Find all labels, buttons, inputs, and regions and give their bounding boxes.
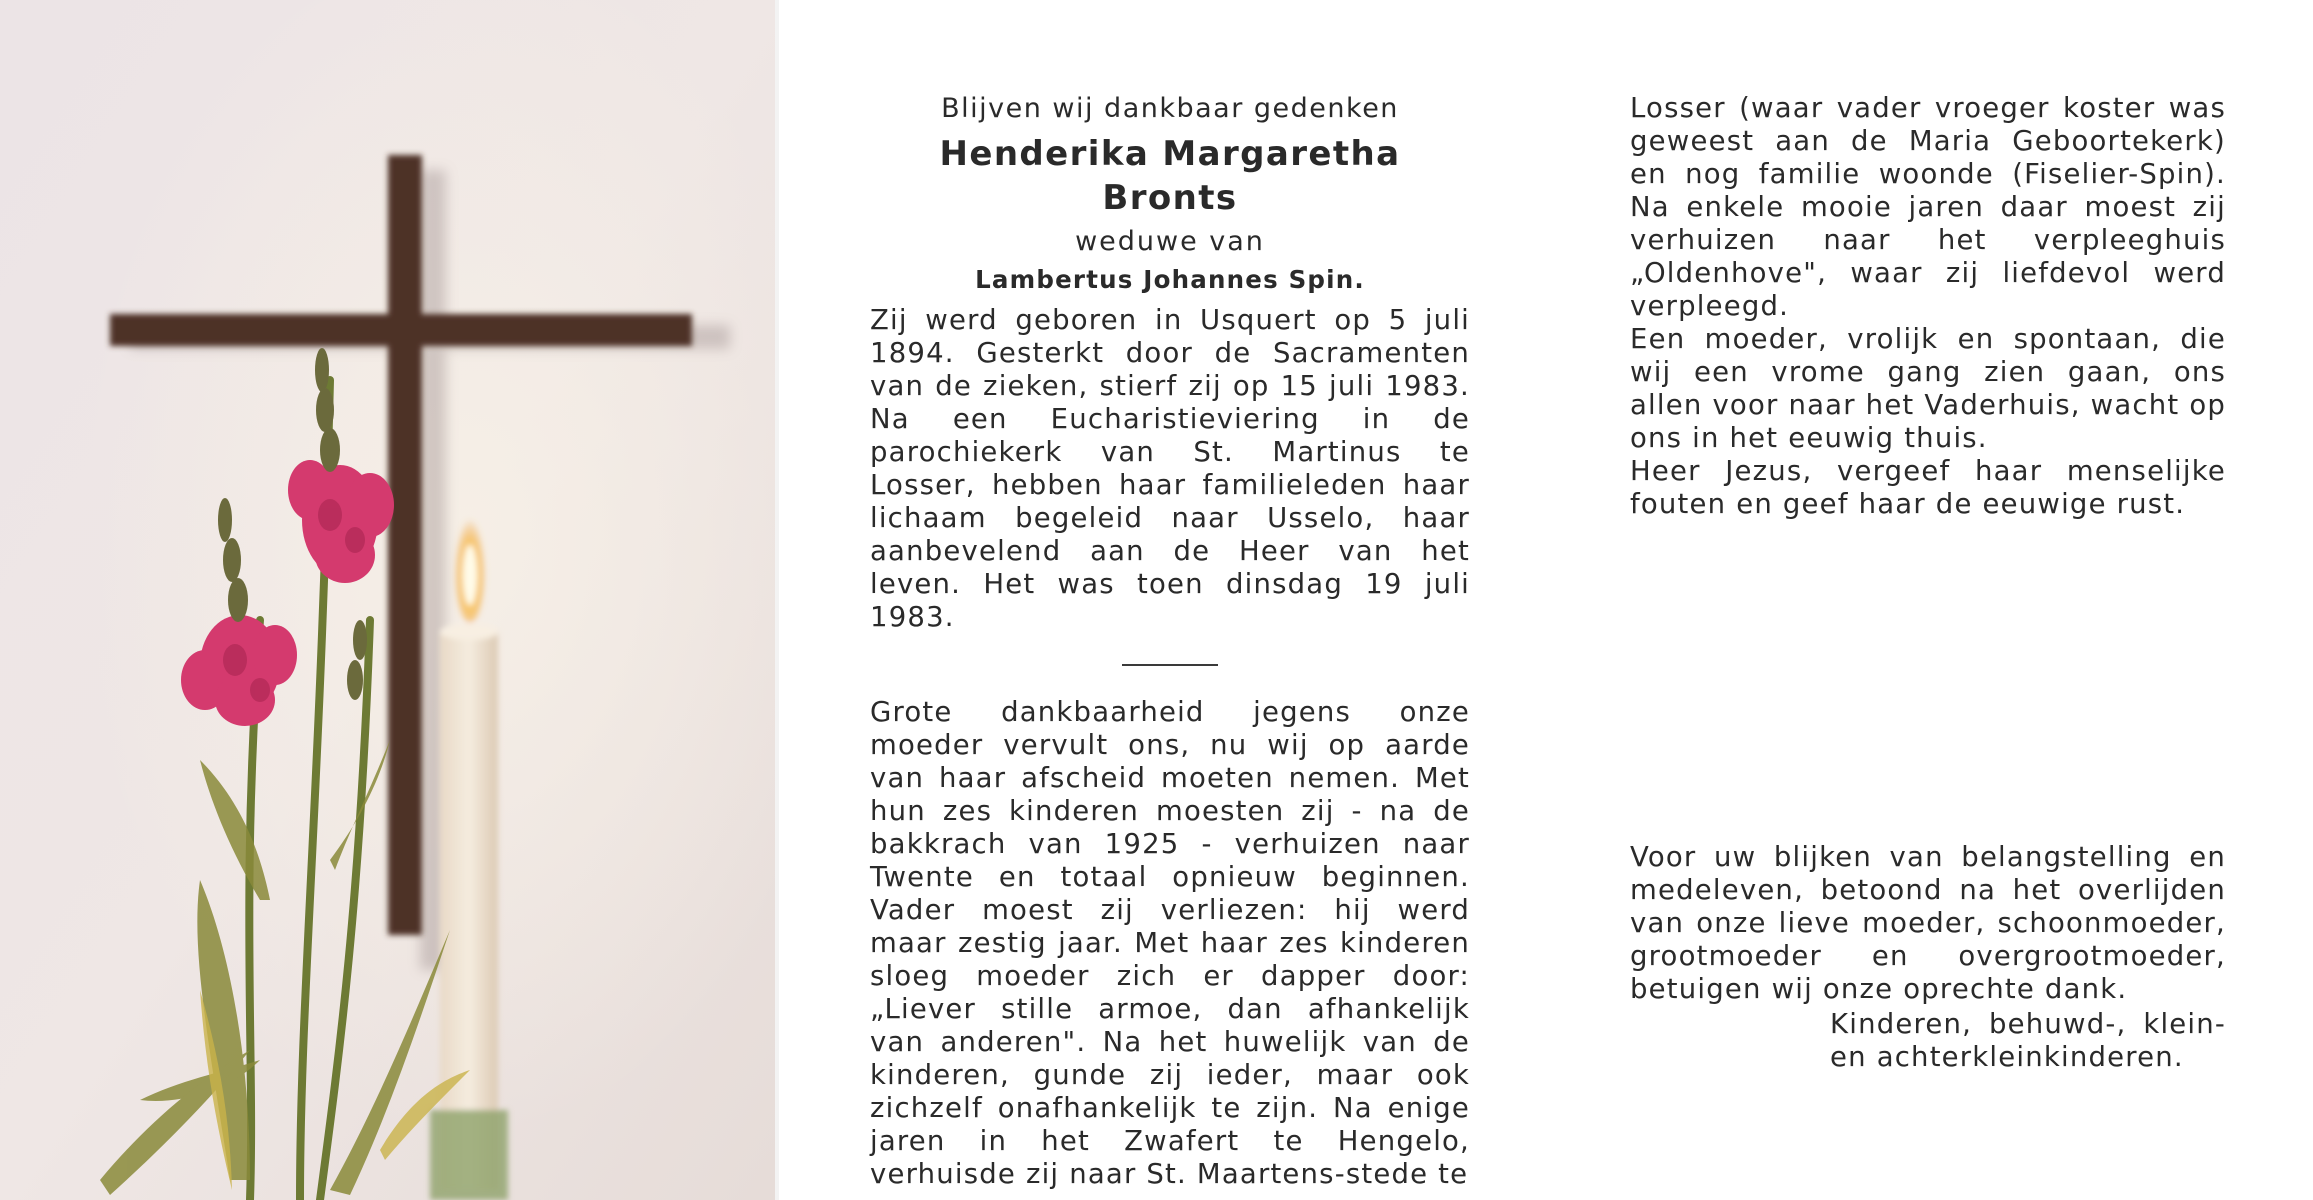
- mother-paragraph: Een moeder, vrolijk en spontaan, die wij een vrome gang zien gaan, ons allen voor naar het Vaderhuis, wacht op ons in het eeuwig thuis.: [1630, 323, 2226, 454]
- fold-divider: [775, 0, 779, 1200]
- widow-of-line: weduwe van: [1075, 226, 1265, 257]
- memorial-text-middle: [870, 92, 1470, 1191]
- section-divider: [1122, 664, 1218, 666]
- gratitude-paragraph: Grote dankbaarheid jegens onze moeder vervult ons, nu wij op aarde van haar afscheid moeten nemen. Met hun zes kinderen moesten zij - na de bakkrach van 1925 - verhuizen naar Twente en totaal opnieuw beginnen. Vader moest zij verliezen: hij werd maar zestig jaar. Met haar zes kinderen sloeg moeder zich er dapper door: „Liever stille armoe, dan afhankelijk van anderen". Na het huwelijk van de kinderen, gunde zij ieder, maar ook zichzelf onafhankelijk te zijn. Na enige jaren in het Zwafert te Hengelo, verhuisde zij naar St. Maartens-stede te: [870, 696, 1470, 1190]
- memorial-photo: [0, 0, 775, 1200]
- signature: Kinderen, behuwd-, klein- en achterkleinkinderen.: [1830, 1008, 2226, 1073]
- memorial-text-right: [1630, 92, 2226, 1074]
- continuation-paragraph: Losser (waar vader vroeger koster was geweest aan de Maria Geboortekerk) en nog familie woonde (Fiselier-Spin). Na enkele mooie jaren daar moest zij verhuizen naar het verpleeghuis „Oldenhove", waar zij liefdevol werd verpleegd.: [1630, 92, 2226, 322]
- prayer-paragraph: Heer Jezus, vergeef haar menselijke fouten en geef haar de eeuwige rust.: [1630, 455, 2226, 520]
- life-paragraph: Zij werd geboren in Usquert op 5 juli 1894. Gesterkt door de Sacramenten van de zieken, stierf zij op 15 juli 1983. Na een Eucharistieviering in de parochiekerk van St. Martinus te Losser, hebben haar familieleden haar lichaam begeleid naar Usselo, haar aanbevelend aan de Heer van het leven. Het was toen dinsdag 19 juli 1983.: [870, 304, 1470, 633]
- thanks-paragraph: Voor uw blijken van belangstelling en medeleven, betoond na het overlijden van onze lieve moeder, schoonmoeder, grootmoeder en overgrootmoeder, betuigen wij onze oprechte dank.: [1630, 841, 2226, 1005]
- deceased-name: Henderika Margaretha Bronts: [939, 134, 1401, 218]
- husband-name: Lambertus Johannes Spin.: [975, 265, 1365, 294]
- intro-line: Blijven wij dankbaar gedenken: [941, 93, 1399, 124]
- cross-candle-flowers-photo-icon: [0, 0, 775, 1200]
